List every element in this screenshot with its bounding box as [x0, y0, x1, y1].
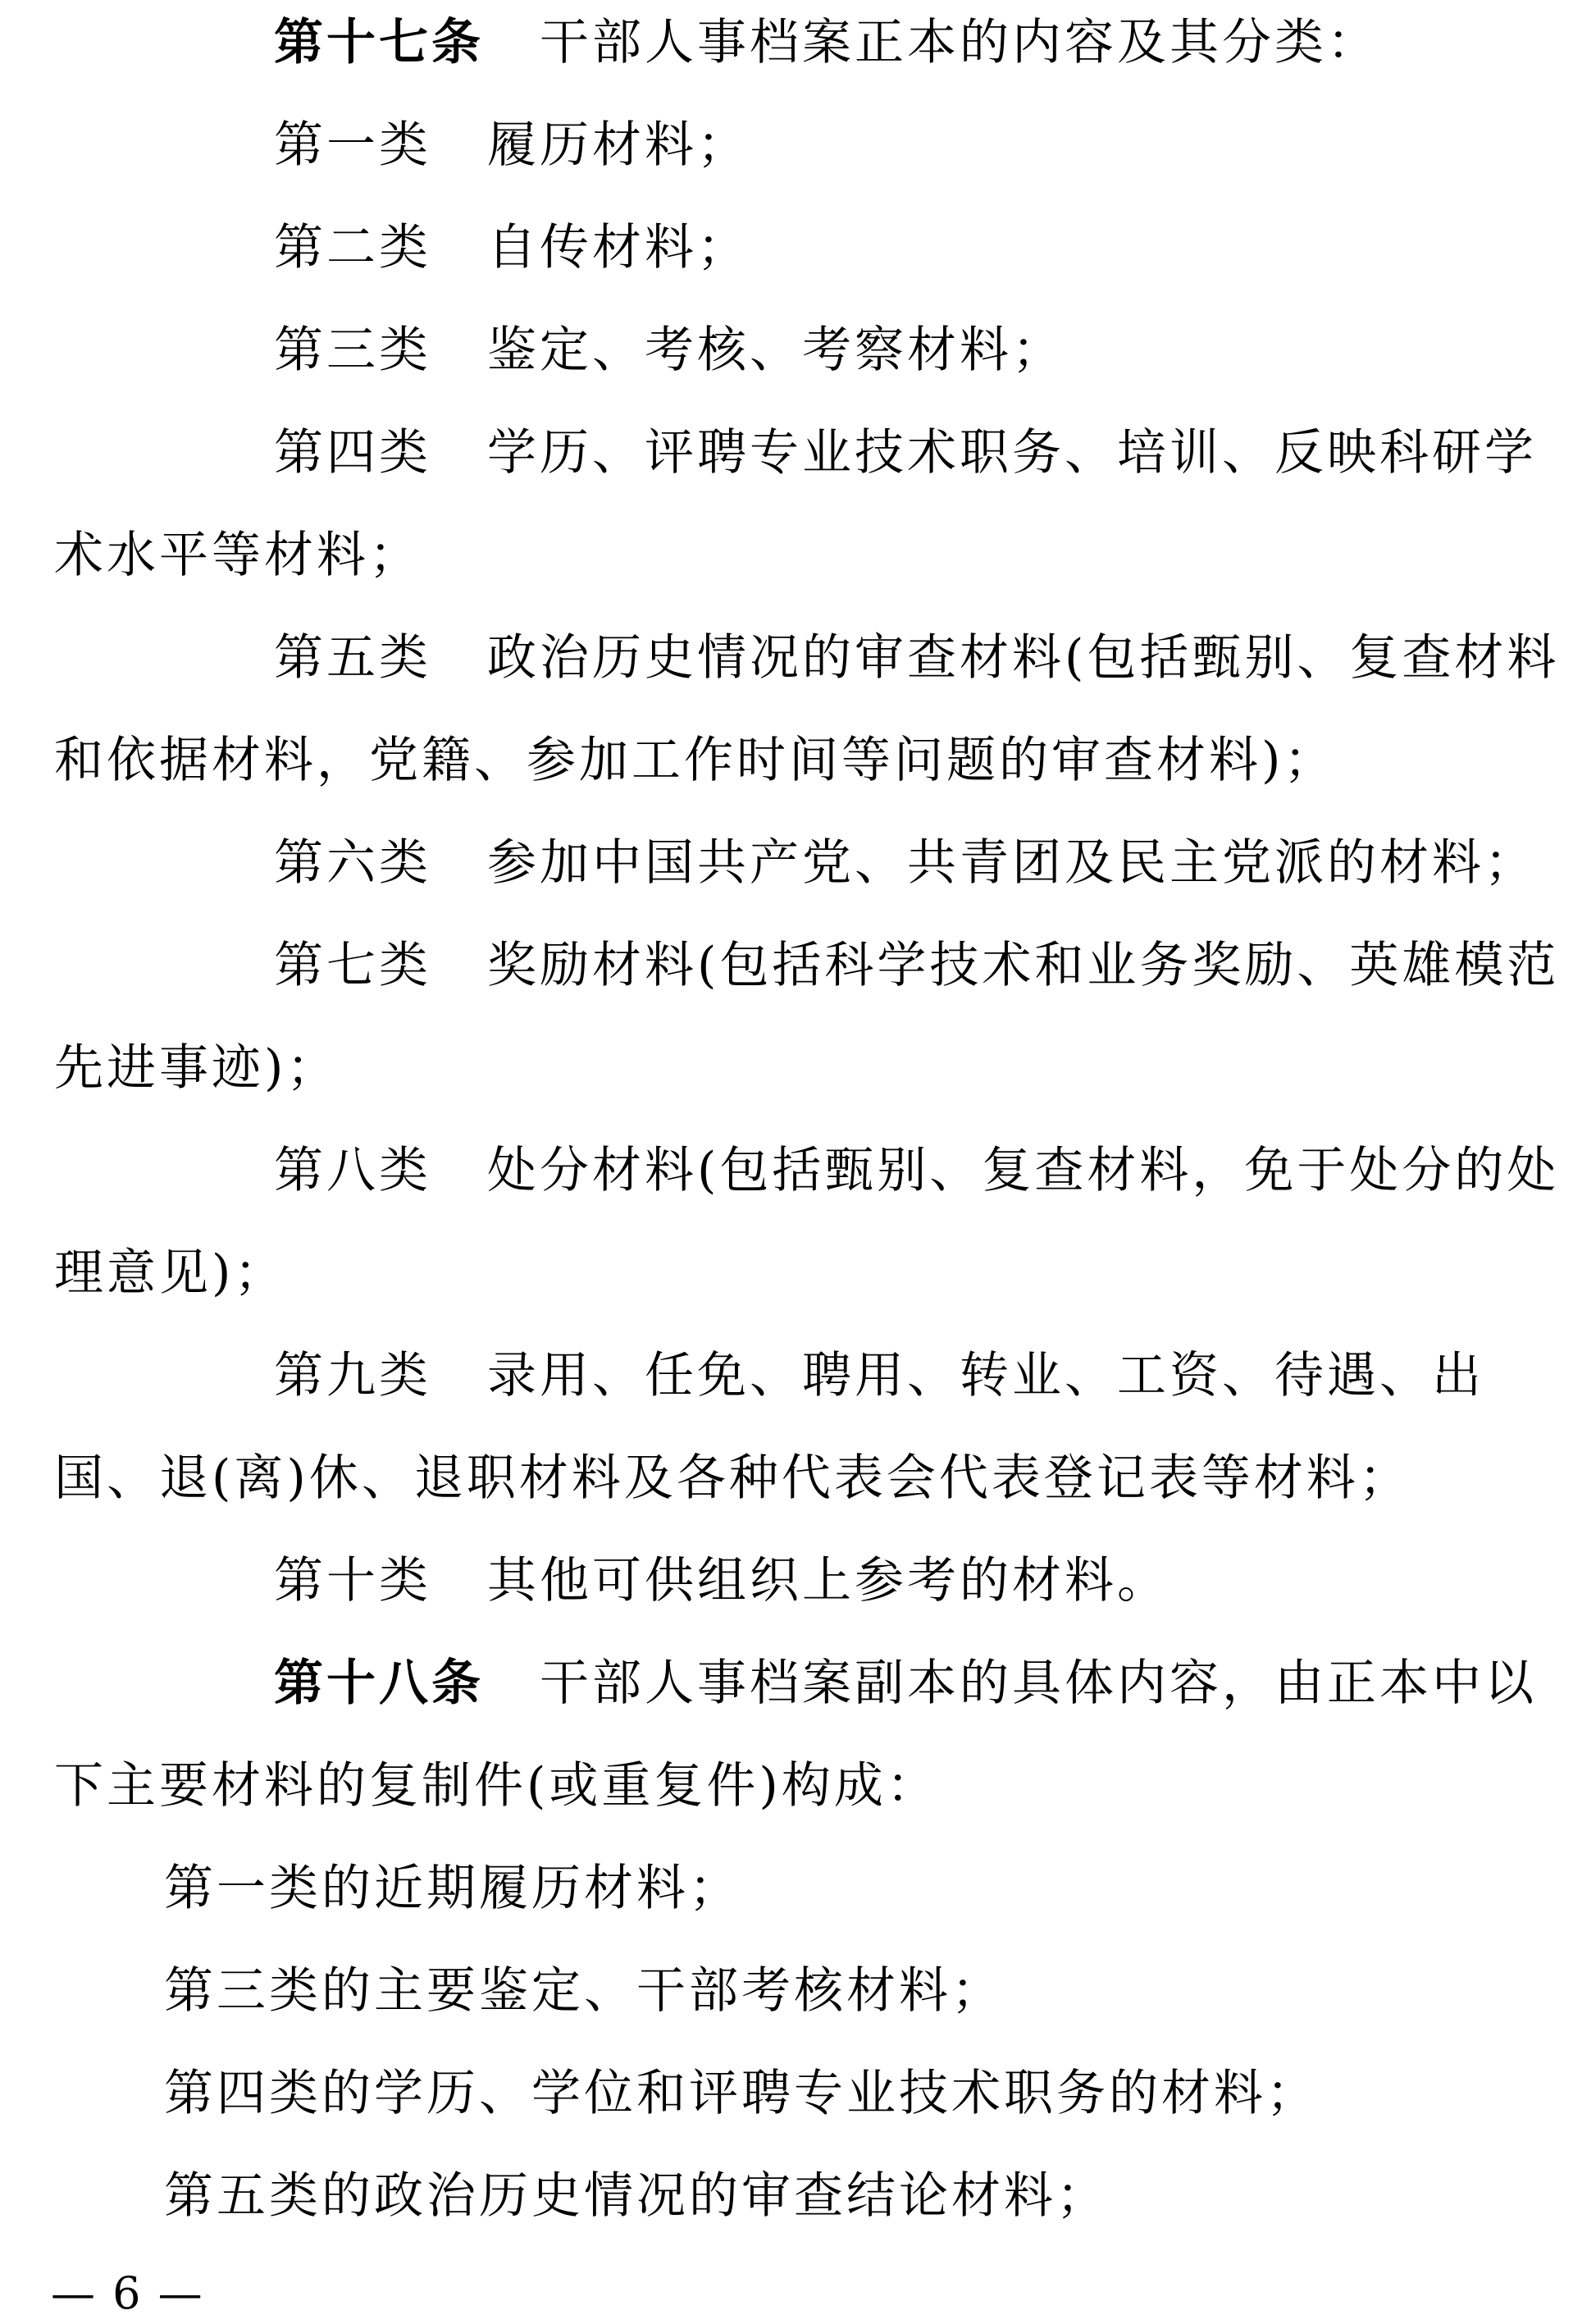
category-8	[54, 1120, 1565, 1325]
category-7-text: 奖励材料(包括科学技术和业务奖励、英雄模范先进事迹)；	[54, 937, 1560, 1097]
copy-item-3: 第四类的学历、学位和评聘专业技术职务的材料；	[164, 2065, 1319, 2122]
category-4	[54, 402, 1565, 607]
copy-item-4: 第五类的政治历史情况的审查结论材料；	[164, 2167, 1109, 2225]
article-17	[54, 0, 1565, 94]
category-2-label: 第二类	[274, 219, 431, 276]
category-5-label: 第五类	[274, 629, 431, 687]
category-10	[54, 1530, 1565, 1632]
category-4-text: 学历、评聘专业技术职务、培训、反映科研学术水平等材料；	[54, 424, 1537, 584]
category-9-label: 第九类	[274, 1347, 431, 1404]
category-1	[54, 94, 1565, 197]
article-18-text: 干部人事档案副本的具体内容，由正本中以下主要材料的复制件(或重复件)构成：	[54, 1655, 1537, 1815]
copy-item-1: 第一类的近期履历材料；	[164, 1860, 741, 1917]
category-10-text: 其他可供组织上参考的材料。	[487, 1552, 1169, 1609]
category-3-label: 第三类	[274, 322, 431, 379]
category-10-label: 第十类	[274, 1552, 431, 1609]
category-5	[54, 607, 1565, 812]
category-8-text: 处分材料(包括甄别、复查材料，免于处分的处理意见)；	[54, 1142, 1560, 1302]
category-6	[54, 812, 1565, 915]
category-6-label: 第六类	[274, 834, 431, 892]
category-2	[54, 197, 1565, 299]
article-18	[54, 1632, 1565, 1838]
category-7	[54, 915, 1565, 1120]
category-5-text: 政治历史情况的审查材料(包括甄别、复查材料和依据材料，党籍、参加工作时间等问题的审查材料)；	[54, 629, 1560, 789]
category-1-label: 第一类	[274, 116, 431, 174]
copy-item-2: 第三类的主要鉴定、干部考核材料；	[164, 1962, 1004, 2020]
article-17-label: 第十七条	[274, 14, 484, 71]
category-9	[54, 1325, 1565, 1530]
category-7-label: 第七类	[274, 937, 431, 994]
article-17-text: 干部人事档案正本的内容及其分类：	[540, 14, 1379, 71]
category-1-text: 履历材料；	[487, 116, 750, 174]
category-2-text: 自传材料；	[487, 219, 750, 276]
page-number: — 6 —	[51, 2267, 204, 2319]
category-3-text: 鉴定、考核、考察材料；	[487, 322, 1065, 379]
category-9-text: 录用、任免、聘用、转业、工资、待遇、出国、退(离)休、退职材料及各种代表会代表登记表等材料；	[54, 1347, 1484, 1507]
category-3	[54, 299, 1565, 402]
article-18-label: 第十八条	[274, 1655, 484, 1712]
category-8-label: 第八类	[274, 1142, 431, 1199]
category-4-label: 第四类	[274, 424, 431, 482]
category-6-text: 参加中国共产党、共青团及民主党派的材料；	[487, 834, 1537, 892]
